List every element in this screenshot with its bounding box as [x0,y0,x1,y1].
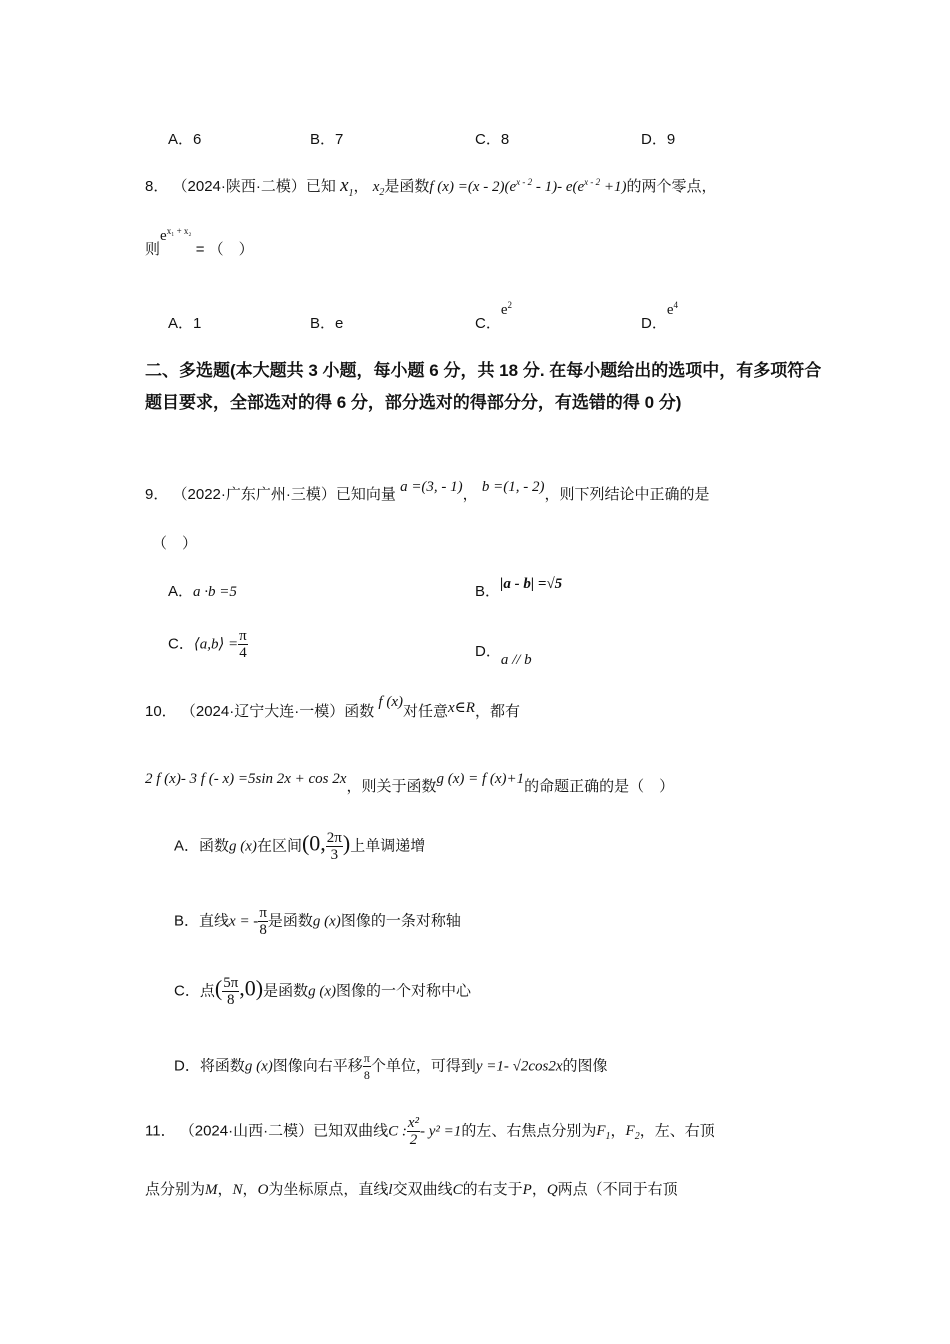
q8-e-power: $e^{x_1 + x_2}$ [160,226,192,244]
q8-text-zeros: 的两个零点， [626,178,717,195]
q8-option-b: B．e [310,315,344,332]
q8-option-d: D．$e^4$ [641,300,679,332]
q11-p: P [522,1182,532,1198]
q9-source: （2022·广东广州·三模）已知向量 [172,486,396,503]
q11-comma4: ， [531,1181,547,1198]
q8-x1: $x_1$ [340,175,354,199]
q8-then: 则 [145,241,161,258]
q11-line2-a: 点分别为 [145,1181,206,1198]
q8-number: 8． [145,178,169,195]
q8-line1 [145,175,717,199]
q7-option-b: B．7 [310,131,344,148]
q11-f1: $F_1$ [596,1123,611,1143]
q10-text-correct: 的命题正确的是（ ） [524,778,675,795]
q11-text4: 交双曲线 [392,1181,453,1198]
q11-q: Q [546,1182,558,1198]
q11-rest: - y² =1 [420,1123,462,1140]
q10-line2 [145,771,675,796]
q10-text-any: 对任意 [402,703,448,720]
q10-source: （2024·辽宁大连·一模）函数 [180,703,375,720]
q11-n: N [232,1182,243,1198]
q10-option-b: B．直线x = - $\frac{\pi}{8}$ 是函数g (x)图像的一条对称轴 [174,905,461,938]
q8-text-is-function: 是函数 [384,178,430,195]
q9-vector-b: b =(1, - 2) [481,479,545,495]
q10-number: 10． [145,703,177,720]
q11-line2 [145,1178,678,1199]
q7-option-a: A．6 [168,131,202,148]
q8-option-a: A．1 [168,315,202,332]
q7-option-d: D．9 [641,131,676,148]
q10-equation: 2 f (x)- 3 f (- x) =5sin 2x + cos 2x [145,771,347,787]
q7-option-c: C．8 [475,131,510,148]
q11-source: （2024·山西·二模）已知双曲线 [179,1122,389,1140]
q11-text6: 两点（不同于右顶 [557,1181,678,1198]
q8-equals-paren: = （ ） [191,241,254,258]
q8-formula: f $(x) =(x - 2)(e^{x - 2} - 1)-$ $e(e^{x - 2} +1)$ [429,177,627,195]
q10-fx: f (x) [378,694,403,710]
q10-option-c: C．点( $\frac{5\pi}{8}$ ,0)是函数g (x)图像的一个对称中心 [174,975,472,1008]
q11-number: 11． [145,1122,176,1140]
q10-option-a: A．函数g (x)在区间(0, $\frac{2\pi}{3}$ )上单调递增 [174,830,426,863]
q10-text-about: ，则关于函数 [346,778,437,795]
q11-comma3: ， [242,1181,258,1198]
q9-vector-a: a =(3, - 1) [400,479,463,495]
q10-x-in-r: x∈R [448,700,475,716]
q8-option-c: C．$e^2$ [475,300,513,332]
q11-text3: 为坐标原点，直线 [268,1181,389,1198]
q8-comma: ， [353,178,369,195]
q10-line1 [145,694,520,721]
q8-x2: $x_2$ [372,179,385,198]
section-heading: 二、多选题(本大题共 3 小题，每小题 6 分，共 18 分. 在每小题给出的选项中，有多项符合题目要求，全部选对的得 6 分，部分选对的得部分分，有选错的得 0 分) [145,361,822,412]
q9-number: 9． [145,486,169,503]
q11-m: M [205,1182,218,1198]
q11-line1 [145,1115,715,1148]
q11-c: C [452,1182,463,1198]
q11-c-colon: C : [388,1123,407,1140]
q9-paren: （ ） [152,535,198,552]
q11-text2: ，左、右顶 [639,1122,715,1140]
q9-line1 [145,479,710,504]
q9-option-a: A．a ·b =5 [168,583,237,600]
q11-o: O [257,1182,269,1198]
q9-option-d: D．a // b [475,643,532,668]
q10-option-d: D．将函数g (x)图像向右平移 $\frac{\pi}{8}$ 个单位，可得到y =1- √2cos2x的图像 [174,1051,608,1082]
q11-f2: $F_2$ [625,1123,640,1143]
q11-text5: 的右支于 [462,1181,523,1198]
q10-text-all: ，都有 [474,703,520,720]
q10-g-def: g (x) = f (x)+1 [436,771,525,787]
q11-text1: 的左、右焦点分别为 [461,1122,597,1140]
q8-source: （2024·陕西·二模）已知 [172,178,336,195]
q11-comma1: ， [610,1122,626,1140]
q9-option-c: C．⟨a,b⟩ = $\frac{\pi}{4}$ [168,628,247,661]
q8-line2 [145,226,254,259]
q11-l: l [388,1182,393,1198]
q11-fraction: $\frac{\text{x²}}{2}$ [407,1115,420,1148]
q11-comma2: ， [217,1181,233,1198]
q9-comma: ， [462,486,478,503]
q9-tail: ，则下列结论中正确的是 [544,486,710,503]
q9-option-b: B．|a - b| =√5 [475,576,563,600]
